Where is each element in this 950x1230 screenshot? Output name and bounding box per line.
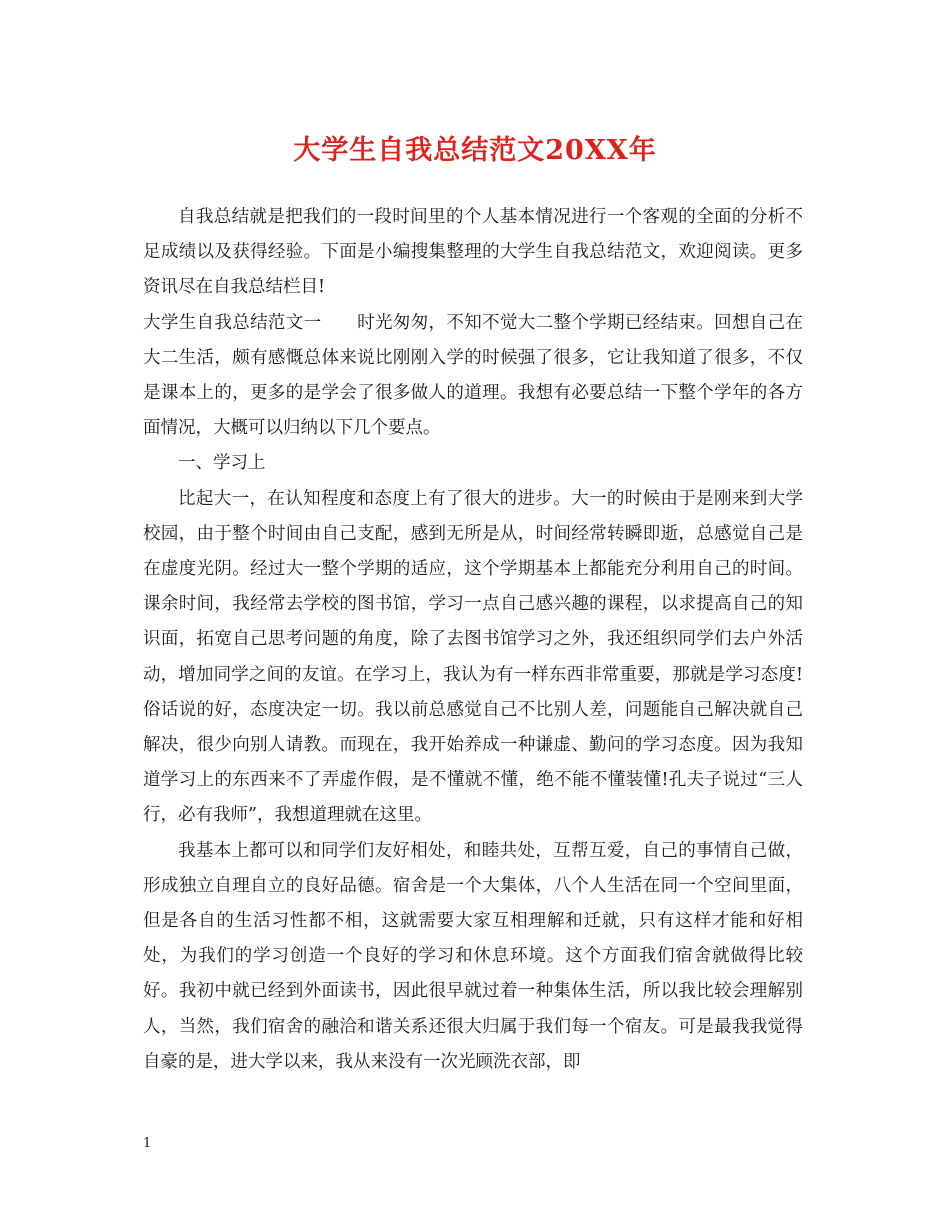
- page-number: 1: [143, 1136, 152, 1151]
- section-heading-study: 一、学习上: [178, 453, 266, 474]
- document-body: [143, 200, 803, 1080]
- paragraph-study: 比起大一，在认知程度和态度上有了很大的进步。大一的时候由于是刚来到大学校园，由于整个时间由自己支配，感到无所是从，时间经常转瞬即逝，总感觉自己是在虚度光阴。经过大一整个学期的适应，这个学期基本上都能充分利用自己的时间。课余时间，我经常去学校的图书馆，学习一点自己感兴趣的课程，以求提高自己的知识面，拓宽自己思考问题的角度，除了去图书馆学习之外，我还组织同学们去户外活动，增加同学之间的友谊。在学习上，我认为有一样东西非常重要，那就是学习态度!俗话说的好，态度决定一切。我以前总感觉自己不比别人差，问题能自己解决就自己解决，很少向别人请教。而现在，我开始养成一种谦虚、勤问的学习态度。因为我知道学习上的东西来不了弄虚作假，是不懂就不懂，绝不能不懂装懂!孔夫子说过“三人行，必有我师”，我想道理就在这里。: [143, 488, 803, 826]
- paragraph-essay-one-opening: 大学生自我总结范文一 时光匆匆，不知不觉大二整个学期已经结束。回想自己在大二生活，颇有感慨总体来说比刚刚入学的时候强了很多，它让我知道了很多，不仅是课本上的，更多的是学会了很多做人的道理。我想有必要总结一下整个学年的各方面情况，大概可以归纳以下几个要点。: [143, 312, 803, 439]
- paragraph-intro: 自我总结就是把我们的一段时间里的个人基本情况进行一个客观的全面的分析不足成绩以及获得经验。下面是小编搜集整理的大学生自我总结范文，欢迎阅读。更多资讯尽在自我总结栏目!: [143, 207, 803, 298]
- paragraph-dorm-life: 我基本上都可以和同学们友好相处，和睦共处，互帮互爱，自己的事情自己做，形成独立自理自立的良好品德。宿舍是一个大集体，八个人生活在同一个空间里面，但是各自的生活习性都不相，这就需要大家互相理解和迁就，只有这样才能和好相处，为我们的学习创造一个良好的学习和休息环境。这个方面我们宿舍就做得比较好。我初中就已经到外面读书，因此很早就过着一种集体生活，所以我比较会理解别人，当然，我们宿舍的融洽和谐关系还很大归属于我们每一个宿友。可是最我我觉得自豪的是，进大学以来，我从来没有一次光顾洗衣部，即: [143, 840, 803, 1072]
- document-title: 大学生自我总结范文20XX年: [293, 135, 657, 166]
